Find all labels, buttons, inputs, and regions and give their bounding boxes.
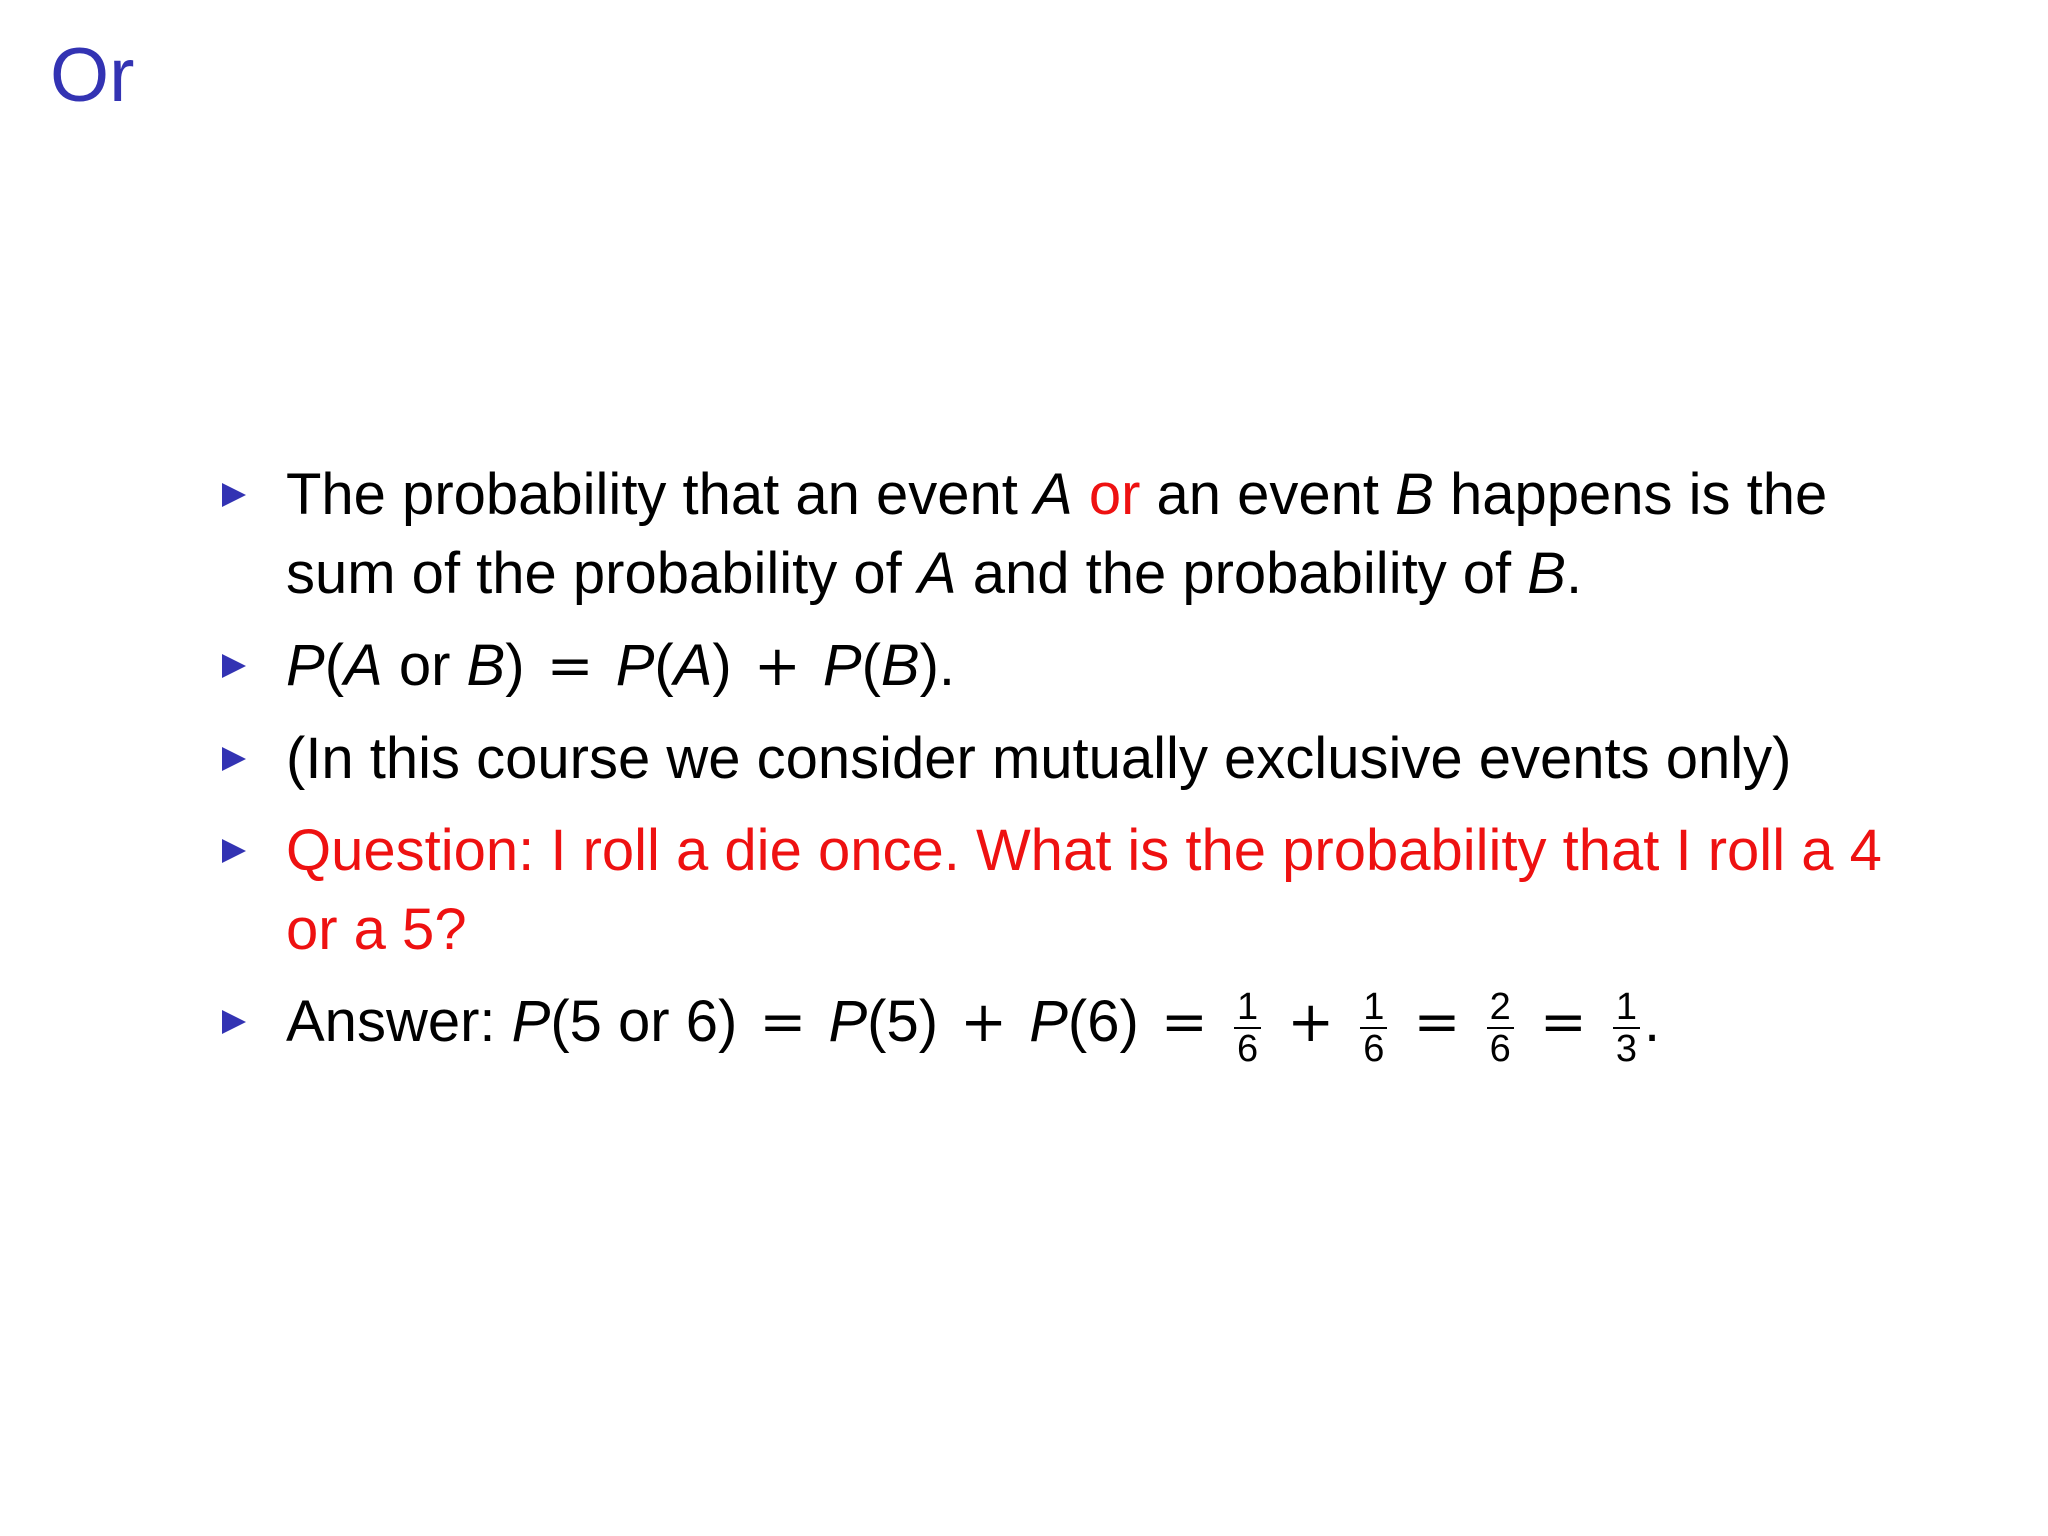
formula-p1: P — [286, 633, 325, 698]
answer-plus1: + — [960, 990, 1008, 1055]
answer-eq3: = — [1413, 990, 1461, 1055]
bullet-definition — [222, 455, 1922, 613]
formula-plus: + — [753, 634, 801, 699]
or-highlight: or — [1088, 462, 1141, 527]
note-text: (In this course we consider mutually exclusive events only) — [286, 726, 1792, 791]
fraction-denominator: 6 — [1363, 1028, 1385, 1070]
fraction-numerator: 2 — [1487, 987, 1514, 1029]
fraction-two-sixths — [1487, 987, 1514, 1069]
fraction-one-sixth-second — [1360, 987, 1387, 1069]
event-a-second: A — [917, 541, 957, 606]
formula-open3: ( — [861, 633, 881, 698]
definition-text-3: happens is the sum of the probability of — [286, 462, 1828, 606]
slide-title: Or — [50, 33, 135, 118]
fraction-numerator: 1 — [1360, 987, 1387, 1029]
answer-p1: P — [511, 989, 551, 1054]
bullet-question — [222, 811, 1922, 969]
event-b-second: B — [1527, 541, 1566, 606]
event-a: A — [1034, 462, 1073, 527]
definition-text-2: an event — [1140, 462, 1396, 527]
answer-end: . — [1644, 989, 1661, 1054]
formula-close1: ) — [505, 633, 525, 698]
formula-a2: A — [673, 633, 713, 698]
answer-arg3: (6) — [1067, 989, 1139, 1054]
triangle-bullet-icon — [222, 483, 246, 507]
formula-or: or — [382, 633, 467, 698]
fraction-denominator: 3 — [1615, 1028, 1638, 1070]
question-text: Question: I roll a die once. What is the probability that I roll a 4 or a 5? — [286, 818, 1882, 962]
fraction-one-sixth — [1234, 987, 1261, 1069]
triangle-bullet-icon — [222, 839, 246, 863]
formula-p3: P — [822, 633, 862, 698]
definition-text-4: and the probability of — [956, 541, 1528, 606]
answer-eq4: = — [1539, 990, 1587, 1055]
answer-p2: P — [828, 989, 868, 1054]
formula-open1: ( — [324, 633, 345, 698]
answer-arg1: (5 or 6) — [550, 989, 738, 1054]
bullet-formula — [222, 626, 1922, 706]
formula-b1: B — [466, 633, 506, 698]
answer-label: Answer: — [286, 989, 512, 1054]
formula-p2: P — [615, 633, 655, 698]
triangle-bullet-icon — [222, 1010, 246, 1034]
fraction-one-third — [1613, 987, 1640, 1069]
formula-open2: ( — [654, 633, 674, 698]
formula-close2: ) — [712, 633, 732, 698]
answer-eq1: = — [759, 990, 807, 1055]
bullet-list — [222, 455, 1922, 1082]
formula-b3: B — [880, 633, 920, 698]
answer-plus2: + — [1287, 990, 1335, 1055]
answer-p3: P — [1029, 989, 1068, 1054]
bullet-note — [222, 719, 1922, 798]
definition-text-1: The probability that an event — [286, 462, 1035, 527]
formula-close3: ). — [919, 633, 956, 698]
answer-arg2: (5) — [867, 989, 939, 1054]
definition-text-5: . — [1565, 541, 1583, 606]
triangle-bullet-icon — [222, 747, 246, 771]
fraction-denominator: 6 — [1489, 1028, 1511, 1070]
formula-equals: = — [546, 634, 594, 699]
event-b: B — [1395, 462, 1434, 527]
formula-a1: A — [344, 633, 383, 698]
bullet-answer — [222, 982, 1922, 1069]
fraction-denominator: 6 — [1236, 1028, 1259, 1070]
fraction-numerator: 1 — [1613, 987, 1640, 1029]
answer-eq2: = — [1160, 990, 1208, 1055]
fraction-numerator: 1 — [1234, 987, 1261, 1029]
triangle-bullet-icon — [222, 654, 246, 678]
